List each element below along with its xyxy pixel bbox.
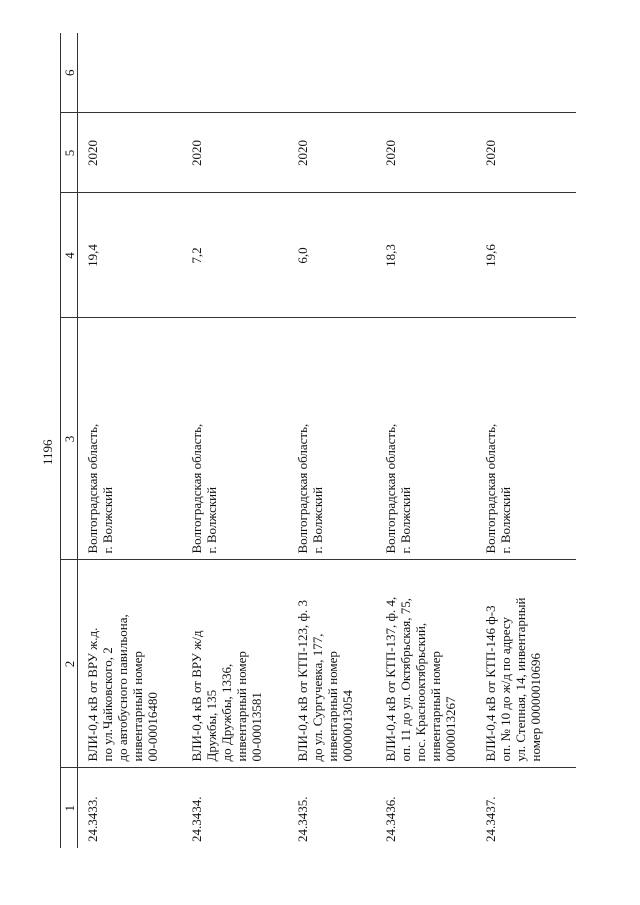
table-body bbox=[78, 33, 576, 848]
row-length: 18,3 bbox=[376, 193, 476, 318]
row-length: 19,6 bbox=[476, 193, 576, 318]
row-location bbox=[476, 318, 576, 560]
description-line: ВЛИ-0,4 кВ от КТП-123, ф. 3 bbox=[294, 600, 310, 762]
description-line: номер 00000010696 bbox=[527, 653, 543, 762]
row-description bbox=[78, 560, 182, 768]
description-line: до ул. Сургучевка, 177, bbox=[309, 633, 325, 762]
row-location bbox=[182, 318, 288, 560]
column-header-4: 4 bbox=[61, 193, 78, 318]
row-id: 24.3435. bbox=[294, 796, 310, 842]
description-line: пос. Краснооктябрьский, bbox=[412, 622, 428, 762]
column-header-6: 6 bbox=[61, 33, 78, 113]
row-note bbox=[376, 33, 476, 113]
row-id: 24.3434. bbox=[188, 796, 204, 842]
table-row bbox=[376, 33, 476, 848]
row-id: 24.3433. bbox=[85, 796, 100, 842]
location-line: Волгоградская область, bbox=[294, 423, 310, 554]
location-line: Волгоградская область, bbox=[85, 423, 100, 554]
row-description bbox=[476, 560, 576, 768]
table-row bbox=[288, 33, 376, 848]
registry-table bbox=[60, 33, 576, 848]
description-line: ВЛИ-0,4 кВ от КТП-137, ф. 4, bbox=[382, 596, 398, 762]
row-id: 24.3436. bbox=[382, 796, 398, 842]
location-line: г. Волжский bbox=[100, 486, 115, 554]
column-header-1: 1 bbox=[61, 768, 78, 848]
row-location bbox=[78, 318, 182, 560]
description-line: до автобусного павильона, bbox=[115, 614, 130, 762]
row-year: 2020 bbox=[182, 113, 288, 193]
description-line: 00-00013581 bbox=[248, 692, 264, 762]
row-length: 6,0 bbox=[288, 193, 376, 318]
row-note bbox=[288, 33, 376, 113]
column-header-5: 5 bbox=[61, 113, 78, 193]
table-row bbox=[182, 33, 288, 848]
row-length: 19,4 bbox=[78, 193, 182, 318]
description-line: инвентарный номер bbox=[324, 651, 340, 762]
column-header-3: 3 bbox=[61, 318, 78, 560]
row-year: 2020 bbox=[288, 113, 376, 193]
column-header-2: 2 bbox=[61, 560, 78, 768]
description-line: ВЛИ-0,4 кВ от ВРУ ж.д. bbox=[85, 627, 100, 762]
page-number: 1196 bbox=[40, 439, 55, 465]
description-line: 0000013267 bbox=[442, 696, 458, 762]
description-line: Дружбы, 135 bbox=[203, 689, 219, 762]
table-header-row bbox=[61, 33, 78, 848]
description-line: ул. Степная, 14, инвентарный bbox=[512, 597, 528, 762]
location-line: г. Волжский bbox=[203, 486, 219, 554]
description-line: инвентарный номер bbox=[233, 651, 249, 762]
location-line: Волгоградская область, bbox=[382, 423, 398, 554]
description-line: инвентарный номер bbox=[427, 651, 443, 762]
location-line: г. Волжский bbox=[397, 486, 413, 554]
row-description bbox=[182, 560, 288, 768]
row-location bbox=[376, 318, 476, 560]
description-line: до Дружбы, 1336, bbox=[218, 663, 234, 762]
table-row bbox=[476, 33, 576, 848]
row-length: 7,2 bbox=[182, 193, 288, 318]
description-line: оп. 11 до ул. Октябрьская, 75, bbox=[397, 598, 413, 762]
row-note bbox=[78, 33, 182, 113]
description-line: инвентарный номер bbox=[130, 651, 145, 762]
row-location bbox=[288, 318, 376, 560]
description-line: ВЛИ-0,4 кВ от КТП-146 ф-3 bbox=[482, 605, 498, 762]
table-row bbox=[78, 33, 182, 848]
row-year: 2020 bbox=[476, 113, 576, 193]
description-line: по ул.Чайковского, 2 bbox=[100, 647, 115, 762]
location-line: г. Волжский bbox=[497, 486, 513, 554]
description-line: оп. № 10 до ж/д по адресу bbox=[497, 617, 513, 762]
row-note bbox=[182, 33, 288, 113]
row-id: 24.3437. bbox=[482, 796, 498, 842]
location-line: г. Волжский bbox=[309, 486, 325, 554]
description-line: 00-00016480 bbox=[145, 692, 160, 762]
row-description bbox=[376, 560, 476, 768]
location-line: Волгоградская область, bbox=[188, 423, 204, 554]
row-note bbox=[476, 33, 576, 113]
description-line: 00000013054 bbox=[339, 690, 355, 762]
description-line: ВЛИ-0,4 кВ от ВРУ ж/д bbox=[188, 630, 204, 762]
row-description bbox=[288, 560, 376, 768]
location-line: Волгоградская область, bbox=[482, 423, 498, 554]
row-year: 2020 bbox=[78, 113, 182, 193]
row-year: 2020 bbox=[376, 113, 476, 193]
